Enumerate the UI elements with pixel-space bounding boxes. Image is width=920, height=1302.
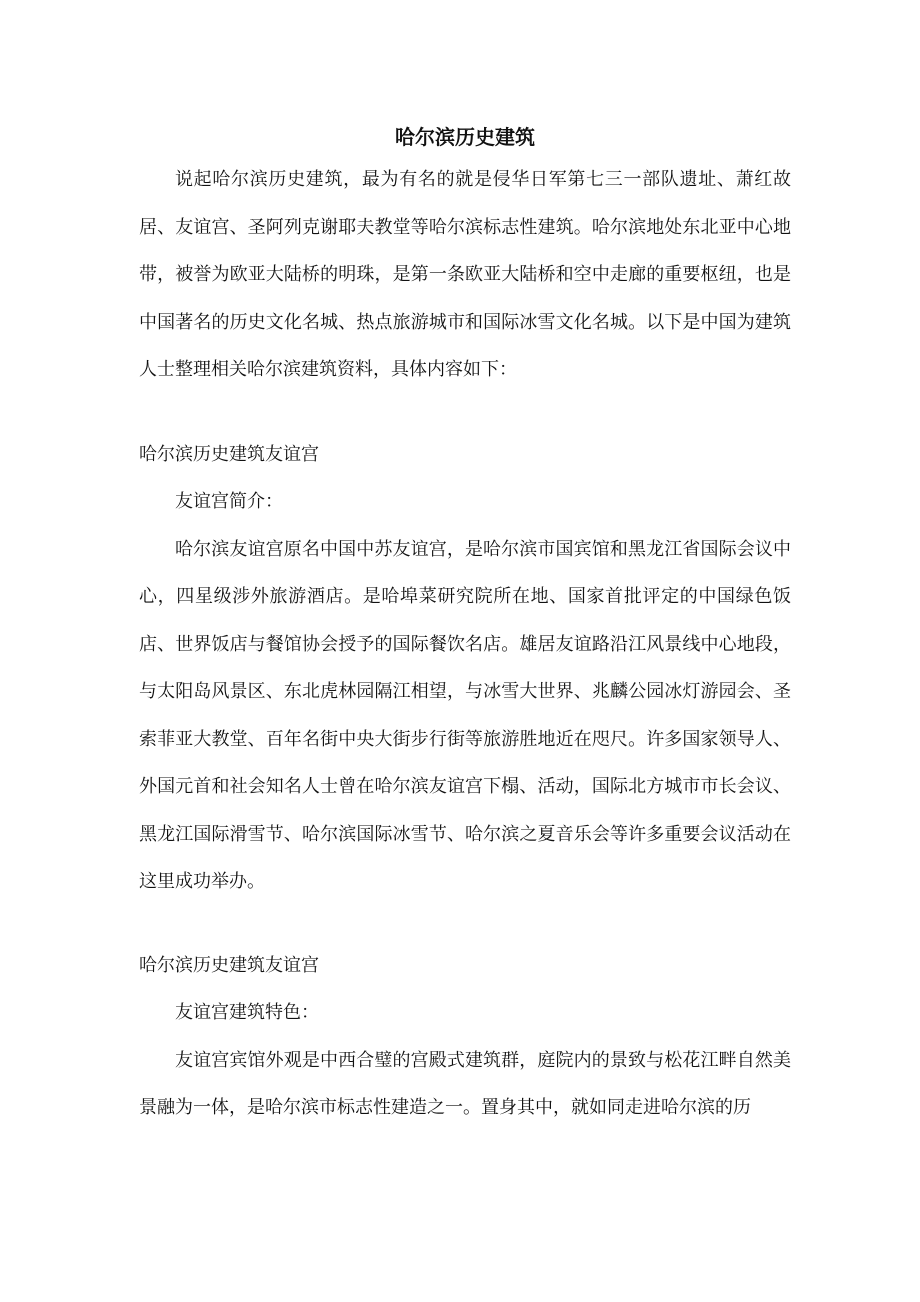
section-body: 友谊宫宾馆外观是中西合璧的宫殿式建筑群，庭院内的景致与松花江畔自然美景融为一体，是哈尔滨市标志性建造之一。置身其中，就如同走进哈尔滨的历 bbox=[139, 1049, 791, 1118]
section-subheading: 友谊宫建筑特色： bbox=[175, 1002, 319, 1023]
document-content bbox=[139, 118, 791, 1132]
page-title: 哈尔滨历史建筑 bbox=[395, 125, 535, 149]
section-spacer bbox=[139, 906, 791, 942]
section-subheading: 友谊宫简介： bbox=[175, 491, 283, 512]
section-spacer bbox=[139, 394, 791, 431]
section-heading: 哈尔滨历史建筑友谊宫 bbox=[139, 954, 319, 976]
section-body: 哈尔滨友谊宫原名中国中苏友谊宫，是哈尔滨市国宾馆和黑龙江省国际会议中心，四星级涉外旅游酒店。是哈埠菜研究院所在地、国家首批评定的中国绿色饭店、世界饭店与餐馆协会授予的国际餐饮名店。雄居友谊路沿江风景线中心地段，与太阳岛风景区、东北虎林园隔江相望，与冰雪大世界、兆麟公园冰灯游园会、圣索菲亚大教堂、百年名街中央大街步行街等旅游胜地近在咫尺。许多国家领导人、外国元首和社会知名人士曾在哈尔滨友谊宫下榻、活动，国际北方城市市长会议、黑龙江国际滑雪节、哈尔滨国际冰雪节、哈尔滨之夏音乐会等许多重要会议活动在这里成功举办。 bbox=[139, 538, 791, 892]
section-friendship-palace-intro bbox=[139, 431, 791, 906]
intro-paragraph: 说起哈尔滨历史建筑，最为有名的就是侵华日军第七三一部队遗址、萧红故居、友谊宫、圣阿列克谢耶夫教堂等哈尔滨标志性建筑。哈尔滨地处东北亚中心地带，被誉为欧亚大陆桥的明珠，是第一条欧亚大陆桥和空中走廊的重要枢纽，也是中国著名的历史文化名城、热点旅游城市和国际冰雪文化名城。以下是中国为建筑人士整理相关哈尔滨建筑资料，具体内容如下： bbox=[139, 169, 791, 380]
section-friendship-palace-features bbox=[139, 942, 791, 1132]
section-heading: 哈尔滨历史建筑友谊宫 bbox=[139, 443, 319, 465]
